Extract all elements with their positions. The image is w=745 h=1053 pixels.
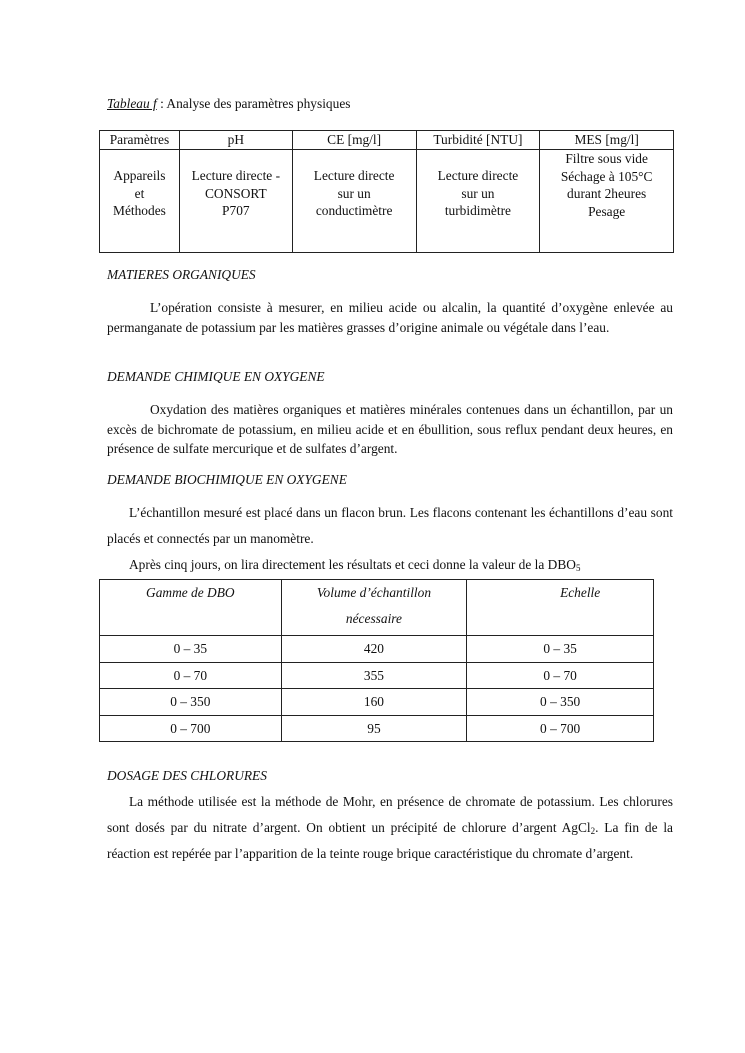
table-cell: 0 – 70 <box>100 662 282 689</box>
cell-line: et <box>134 185 145 201</box>
cell-line: P707 <box>222 203 250 218</box>
section-heading-chlorures: DOSAGE DES CHLORURES <box>107 768 267 783</box>
cell-line: Pesage <box>588 203 626 219</box>
paragraph-dco <box>107 400 673 459</box>
paragraph-chlorures <box>107 789 673 867</box>
cell-line: Appareils <box>113 168 166 183</box>
table-cell: 355 <box>281 662 467 689</box>
table-row <box>100 715 654 742</box>
header-cell: Gamme de DBO <box>100 580 282 636</box>
table-row <box>100 689 654 716</box>
cell-line: sur un <box>461 185 495 201</box>
text-run: . La fin de la réaction est repérée par l’apparition de la teinte rouge brique caractéristique du chromate d’argent. <box>107 820 673 861</box>
table-cell: 420 <box>281 636 467 663</box>
table-header-row <box>100 131 674 150</box>
text-run: La méthode utilisée est la méthode de Mohr, en présence de chromate de potassium. Les chlorures sont dosés par du nitrate d’argent. On obtient un précipité de chlorure d’argent AgCl <box>107 794 673 835</box>
cell-line: Lecture directe <box>437 168 519 183</box>
cell-line: nécessaire <box>345 611 402 626</box>
table-cell: 0 – 350 <box>467 689 654 716</box>
cell-line: Lecture directe - <box>191 168 281 183</box>
header-cell: Paramètres <box>100 131 180 150</box>
cell-line: Filtre sous vide <box>565 151 648 166</box>
table-cell: 0 – 350 <box>100 689 282 716</box>
table-cell: 0 – 700 <box>100 715 282 742</box>
subscript: 2 <box>590 826 596 836</box>
header-cell <box>281 580 467 636</box>
table-cell <box>179 150 292 253</box>
table-row <box>100 150 674 253</box>
paragraph-text: Oxydation des matières organiques et matières minérales contenues dans un échantillon, par un excès de bichromate de potassium, en milieu acide et en ébullition, sous reflux pendant deux heures, en présence de sulfate mercurique et de sulfates d’argent. <box>107 402 673 456</box>
cell-line: durant 2heures <box>567 186 647 201</box>
section-heading-dbo: DEMANDE BIOCHIMIQUE EN OXYGENE <box>107 472 347 487</box>
header-cell: CE [mg/l] <box>292 131 416 150</box>
cell-line: sur un <box>337 185 371 201</box>
cell-line: CONSORT <box>204 185 267 201</box>
table-cell: 0 – 35 <box>467 636 654 663</box>
paragraph-dbo <box>107 500 673 578</box>
caption-label: Tableau f <box>107 96 157 111</box>
paragraph-text <box>107 789 673 867</box>
table-cell: 0 – 35 <box>100 636 282 663</box>
table-header-row <box>100 580 654 636</box>
table-cell <box>416 150 540 253</box>
cell-line: Volume d’échantillon <box>316 585 432 600</box>
section-heading-dco: DEMANDE CHIMIQUE EN OXYGENE <box>107 369 325 384</box>
paragraph-text: L’échantillon mesuré est placé dans un flacon brun. Les flacons contenant les échantillons d’eau sont placés et connectés par un manomètre. <box>107 505 673 546</box>
table-cell <box>292 150 416 253</box>
table-cell: 160 <box>281 689 467 716</box>
table-row <box>100 662 654 689</box>
dbo-range-table <box>99 579 654 742</box>
subscript: 5 <box>575 563 581 573</box>
physical-parameters-table <box>99 130 674 253</box>
table-cell <box>540 150 674 253</box>
table-f-caption <box>107 96 350 112</box>
table-row <box>100 636 654 663</box>
header-cell: Turbidité [NTU] <box>416 131 540 150</box>
section-heading-mo: MATIERES ORGANIQUES <box>107 267 256 282</box>
cell-line: conductimètre <box>315 203 393 218</box>
cell-line: Lecture directe <box>313 168 395 183</box>
table-cell <box>100 150 180 253</box>
table-cell: 0 – 700 <box>467 715 654 742</box>
cell-line: Séchage à 105°C <box>560 168 653 184</box>
text-run: Après cinq jours, on lira directement les résultats et ceci donne la valeur de la DBO <box>129 557 576 572</box>
caption-text: : Analyse des paramètres physiques <box>156 96 351 111</box>
header-cell: Echelle <box>467 580 654 636</box>
header-cell: MES [mg/l] <box>540 131 674 150</box>
cell-line: Méthodes <box>113 203 166 218</box>
cell-line: turbidimètre <box>444 203 512 218</box>
header-cell: pH <box>179 131 292 150</box>
table-cell: 95 <box>281 715 467 742</box>
table-cell: 0 – 70 <box>467 662 654 689</box>
paragraph-text <box>107 552 673 578</box>
paragraph-text: L’opération consiste à mesurer, en milieu acide ou alcalin, la quantité d’oxygène enlevée au permanganate de potassium par les matières grasses d’origine animale ou végétale dans l’eau. <box>107 300 673 335</box>
paragraph-mo <box>107 298 673 337</box>
